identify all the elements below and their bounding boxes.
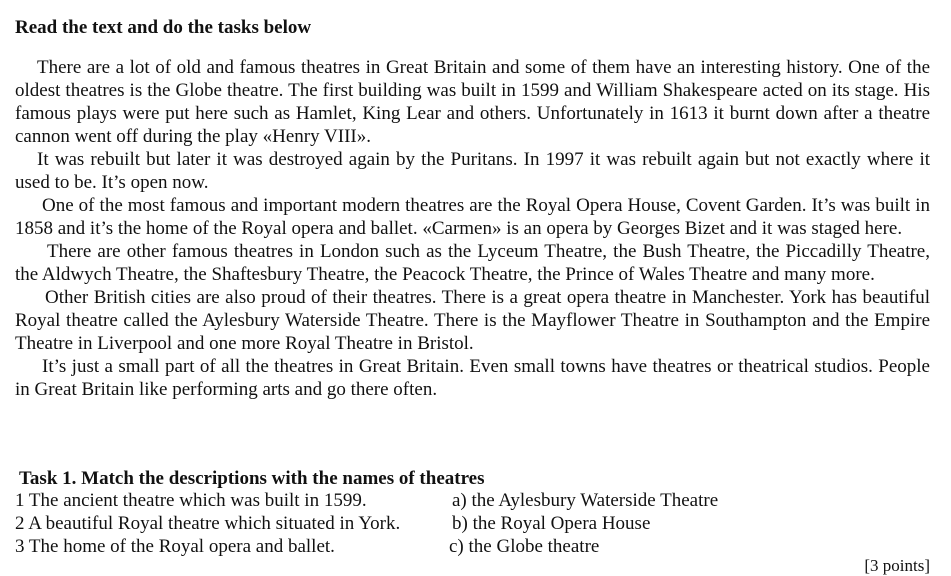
task1-option-b: b) the Royal Opera House [452,513,651,534]
paragraph-globe-history: There are a lot of old and famous theatres in Great Britain and some of them have an interesting history. One of the oldest theatres is the Globe theatre. The first building was built in 1599 and William Shakespeare acted on its stage. His famous plays were put here such as Hamlet, King Lear and others. Unfortunately in 1613 it burnt down after a theatre cannon went off during the play «Henry VIII». [15,57,930,147]
task1-descriptions [15,489,400,558]
task1-options [449,489,718,558]
paragraph-royal-opera-house: One of the most famous and important modern theatres are the Royal Opera House, Covent Garden. It’s was built in 1858 and it’s the home of the Royal opera and ballet. «Carmen» is an opera by Georges Bizet and it was staged here. [15,195,930,239]
task1-title: Task 1. Match the descriptions with the names of theatres [19,468,485,489]
reading-text [15,56,930,401]
task1-points: [3 points] [864,556,930,575]
task1-description-3: 3 The home of the Royal opera and ballet. [15,536,335,557]
task1-description-1: 1 The ancient theatre which was built in 1599. [15,490,367,511]
paragraph-globe-rebuilt: It was rebuilt but later it was destroyed again by the Puritans. In 1997 it was rebuilt again but not exactly where it used to be. It’s open now. [15,149,930,193]
paragraph-conclusion: It’s just a small part of all the theatres in Great Britain. Even small towns have theatres or theatrical studios. People in Great Britain like performing arts and go there often. [15,356,930,400]
task1-option-c: c) the Globe theatre [449,536,600,557]
task1-option-a: a) the Aylesbury Waterside Theatre [452,490,719,511]
paragraph-other-cities: Other British cities are also proud of their theatres. There is a great opera theatre in Manchester. York has beautiful Royal theatre called the Aylesbury Waterside Theatre. There is the Mayflower Theatre in Southampton and the Empire Theatre in Liverpool and one more Royal Theatre in Bristol. [15,287,930,354]
worksheet-heading: Read the text and do the tasks below [15,17,312,38]
paragraph-london-theatres: There are other famous theatres in London such as the Lyceum Theatre, the Bush Theatre, the Piccadilly Theatre, the Aldwych Theatre, the Shaftesbury Theatre, the Peacock Theatre, the Prince of Wales Theatre and many more. [15,241,930,285]
task1-description-2: 2 A beautiful Royal theatre which situated in York. [15,513,401,534]
